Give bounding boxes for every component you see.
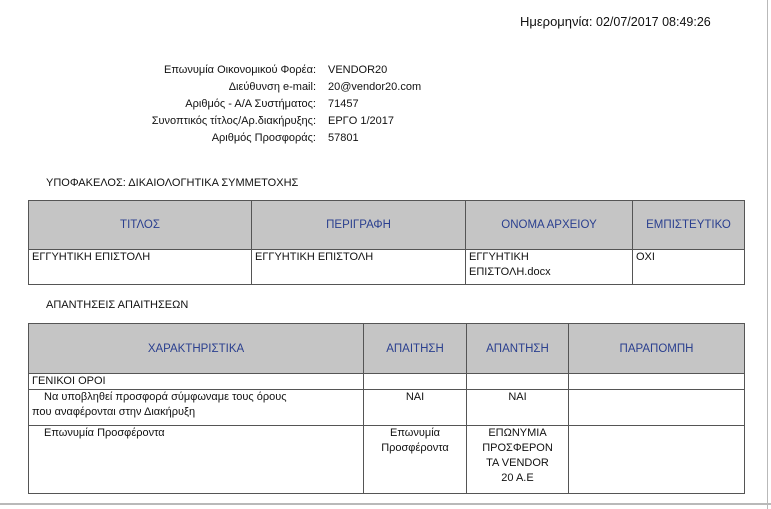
info-row [0,81,771,99]
documents-header-row [29,201,745,250]
answer-cell [467,390,569,426]
table-row [29,426,745,494]
section-title-participation: ΥΠΟΦΑΚΕΛΟΣ: ΔΙΚΑΙΟΛΟΓΗΤΙΚΑ ΣΥΜΜΕΤΟΧΗΣ [46,177,299,189]
feature-line: που αναφέρονται στην Διακήρυξη [32,406,196,418]
section-title-requirements: ΑΠΑΝΤΗΣΕΙΣ ΑΠΑΙΤΗΣΕΩΝ [46,299,189,311]
answer-cell [467,426,569,494]
date-label: Ημερομηνία: [520,14,593,29]
info-row [0,98,771,116]
column-header: ΧΑΡΑΚΤΗΡΙΣΤΙΚΑ [29,324,364,374]
column-header: ΠΕΡΙΓΡΑΦΗ [252,201,466,250]
page-border-bottom [0,503,771,505]
documents-table [28,200,745,285]
requirement-line: Επωνυμία [389,427,440,439]
answer-line: ΕΠΩΝΥΜΙΑ [488,427,547,439]
requirement-cell [364,426,467,494]
empty-cell [364,374,467,390]
answer-line: ΤΑ VENDOR [486,457,549,469]
document-confidential-cell: ΟΧΙ [633,250,745,285]
answer-line: 20 Α.Ε [501,472,534,484]
reference-cell [569,390,745,426]
info-value: 71457 [328,98,359,110]
document-title-cell: ΕΓΓΥΗΤΙΚΗ ΕΠΙΣΤΟΛΗ [29,250,252,285]
requirement-cell [364,390,467,426]
info-value: 20@vendor20.com [328,81,422,93]
document-date [520,14,711,29]
requirements-table [28,323,745,494]
table-row [29,390,745,426]
info-value: VENDOR20 [328,64,388,76]
answer-line: ΝΑΙ [508,391,527,403]
info-label: Διεύθυνση e-mail: [228,81,316,93]
column-header: ΑΠΑΝΤΗΣΗ [467,324,569,374]
column-header: ΠΑΡΑΠΟΜΠΗ [569,324,745,374]
info-label: Συνοπτικός τίτλος/Αρ.διακήρυξης: [151,115,316,127]
info-row [0,64,771,82]
group-row [29,374,745,390]
requirements-header-row [29,324,745,374]
answer-line: ΠΡΟΣΦΕΡΟΝ [482,442,553,454]
feature-cell [29,426,364,494]
reference-cell [569,426,745,494]
feature-cell [29,390,364,426]
requirement-line: Προσφέροντα [381,442,449,454]
document-description-cell: ΕΓΓΥΗΤΙΚΗ ΕΠΙΣΤΟΛΗ [252,250,466,285]
document-file-cell [466,250,633,285]
info-row [0,132,771,150]
feature-line: Να υποβληθεί προσφορά σύμφωναμε τους όρους [44,391,287,403]
info-value: 57801 [328,132,359,144]
info-row [0,115,771,133]
column-header: ΟΝΟΜΑ ΑΡΧΕΙΟΥ [466,201,633,250]
group-label-cell: ΓΕΝΙΚΟΙ ΟΡΟΙ [29,374,364,390]
page-border-right [767,0,768,509]
file-name-line: ΕΓΓΥΗΤΙΚΗ [469,251,529,263]
info-label: Επωνυμία Οικονομικού Φορέα: [164,64,316,76]
date-value: 02/07/2017 08:49:26 [596,15,711,29]
feature-line: Επωνυμία Προσφέροντα [44,427,165,439]
requirement-line: ΝΑΙ [405,391,425,403]
column-header: ΕΜΠΙΣΤΕΥΤΙΚΟ [633,201,745,250]
empty-cell [569,374,745,390]
info-label: Αριθμός - Α/Α Συστήματος: [185,98,316,110]
info-value: ΕΡΓΟ 1/2017 [328,115,394,127]
empty-cell [467,374,569,390]
column-header: ΤΙΤΛΟΣ [29,201,252,250]
info-label: Αριθμός Προσφοράς: [211,132,316,144]
table-row [29,250,745,285]
file-name-line: ΕΠΙΣΤΟΛΗ.docx [469,266,551,278]
column-header: ΑΠΑΙΤΗΣΗ [364,324,467,374]
